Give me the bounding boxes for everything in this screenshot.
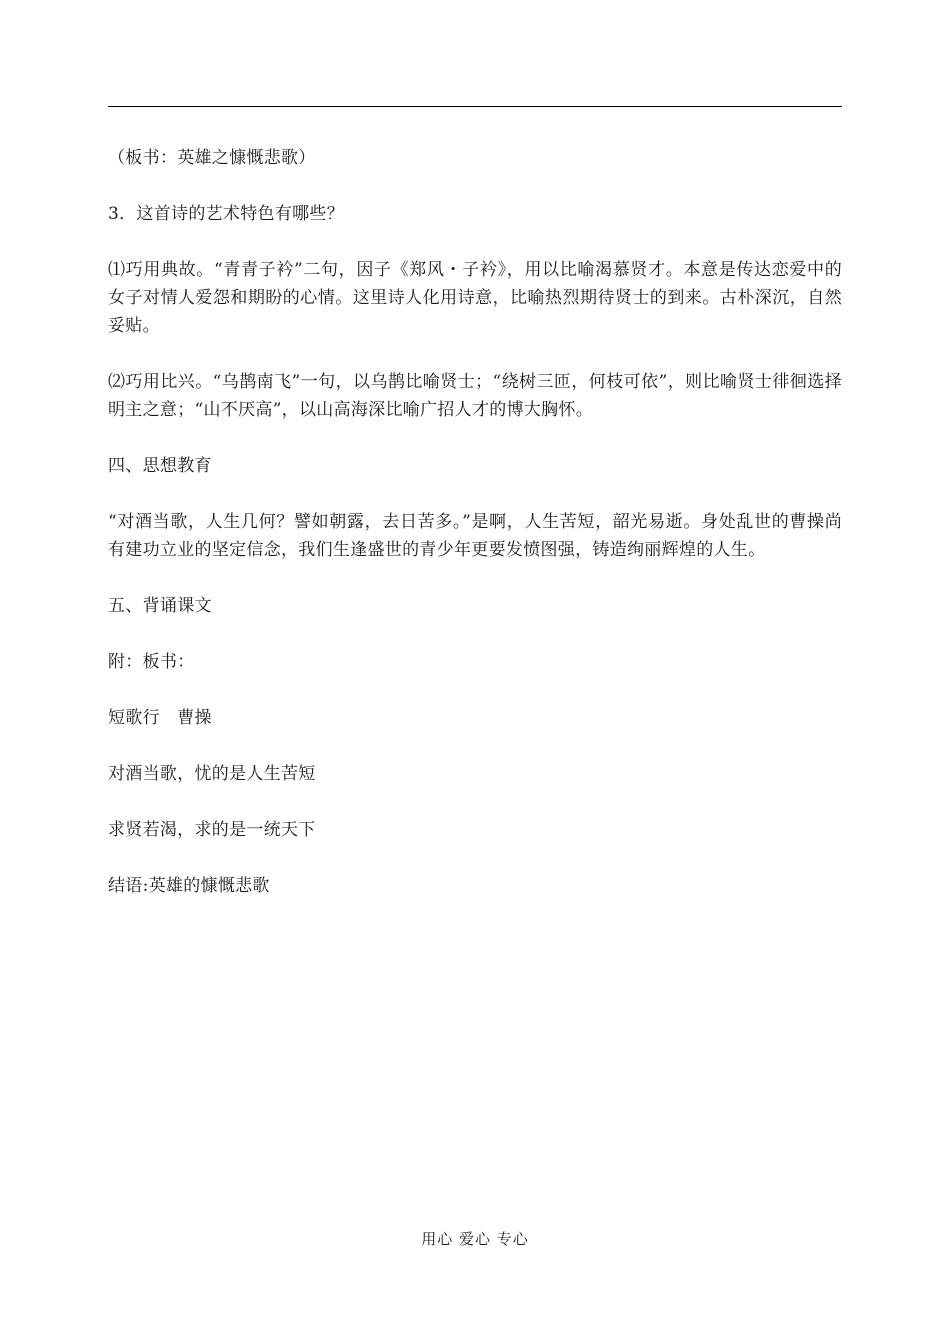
appendix-label: 附：板书：	[108, 652, 195, 672]
section-heading-4: 四、思想教育	[108, 456, 212, 476]
board-note-heading: （板书：英雄之慷慨悲歌）	[108, 148, 316, 168]
header-rule	[108, 106, 842, 107]
board-line-2: 求贤若渴，求的是一统天下	[108, 820, 316, 840]
ideology-paragraph: “对酒当歌，人生几何？譬如朝露，去日苦多。”是啊，人生苦短，韶光易逝。身处乱世的曹操尚有建功立业的坚定信念，我们生逢盛世的青少年更要发愤图强，铸造绚丽辉煌的人生。	[108, 512, 842, 560]
board-line-1: 对酒当歌，忧的是人生苦短	[108, 764, 316, 784]
point-metaphor: ⑵巧用比兴。“乌鹊南飞”一句，以乌鹊比喻贤士；“绕树三匝，何枝可依”，则比喻贤士徘徊选择明主之意；“山不厌高”，以山高海深比喻广招人才的博大胸怀。	[108, 372, 842, 420]
board-conclusion: 结语:英雄的慷慨悲歌	[108, 876, 270, 896]
question-3: 3．这首诗的艺术特色有哪些？	[108, 204, 345, 224]
document-body	[108, 144, 842, 900]
point-allusion: ⑴巧用典故。“青青子衿”二句，因子《郑风・子衿》，用以比喻渴慕贤才。本意是传达恋爱中的女子对情人爱怨和期盼的心情。这里诗人化用诗意，比喻热烈期待贤士的到来。古朴深沉，自然妥贴。	[108, 260, 842, 336]
page-footer: 用心 爱心 专心	[421, 1230, 529, 1248]
poem-title: 短歌行 曹操	[108, 708, 212, 728]
section-heading-5: 五、背诵课文	[108, 596, 212, 616]
